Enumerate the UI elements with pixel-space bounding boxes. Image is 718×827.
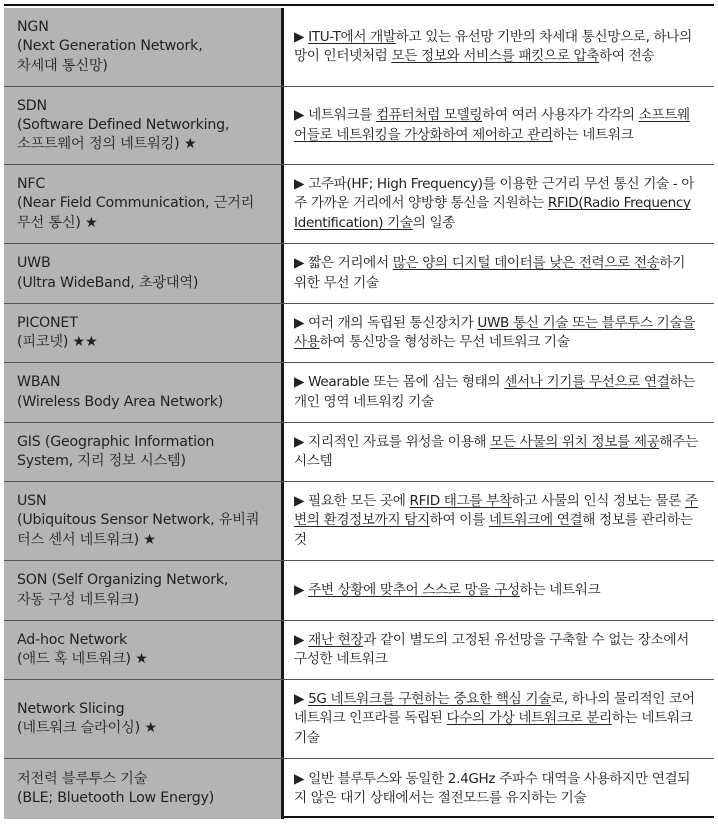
term-line: 자동 구성 네트워크)	[17, 591, 139, 608]
term-line: Network Slicing	[17, 700, 125, 717]
description-segment: ▶ 짧은 거리에서	[294, 255, 393, 272]
description-segment: 의 일종	[412, 214, 456, 231]
description-segment: ▶ 필요한 모든 곳에	[294, 493, 410, 510]
description-text	[294, 492, 698, 550]
table-row	[4, 621, 714, 680]
description-text	[294, 433, 698, 471]
description-text	[294, 690, 698, 748]
description-segment: ▶ 고주파(HF; High Frequency)를 이용한 근거리 무선 통신 기술 - 아주 가까운 거리에서 양방향 통신을 지원하는	[294, 176, 695, 212]
description-text	[294, 28, 698, 66]
description-segment: ▶	[294, 631, 309, 648]
underlined-keyword: 센서나 기기를 무선으로 연결	[504, 374, 670, 391]
underlined-keyword: ITU-T에서 개발	[308, 28, 396, 45]
term-line: (BLE; Bluetooth Low Energy)	[17, 790, 215, 806]
underlined-keyword: 주변의 환경정보까지 탐지	[294, 493, 698, 529]
description-cell	[284, 244, 714, 303]
underlined-keyword: 5G 네트워크를 구현하는 중요한 핵심 기술	[308, 691, 551, 708]
table-body	[4, 8, 714, 819]
description-cell	[284, 165, 714, 243]
underlined-keyword: 네트워크에 연결	[488, 512, 583, 529]
description-cell	[284, 561, 714, 620]
description-cell	[284, 621, 714, 679]
description-segment: 하여 통신망을 형성하는 무선 네트워크 기술	[319, 334, 570, 350]
term-cell	[4, 759, 284, 819]
description-segment: 하고 있는 유선망 기반의 차세대 통신망으로, 하나의 망이 인터넷처럼	[294, 28, 692, 64]
underlined-keyword: 컴퓨터처럼 모델링	[375, 107, 483, 124]
term-cell	[4, 482, 284, 560]
term-line: (Wireless Body Area Network)	[17, 393, 224, 410]
term-line: NFC	[17, 176, 46, 193]
description-text	[294, 175, 698, 233]
term-cell	[4, 244, 284, 303]
underlined-keyword: 소프트웨어들로 네트워킹을 가상화하여 제어하고 관리	[294, 107, 690, 143]
term-line: SDN	[17, 97, 47, 114]
table-row	[4, 87, 714, 165]
description-segment: 해 정보를 관리하는 것	[294, 512, 693, 548]
description-segment: 해주는 시스템	[294, 433, 698, 469]
term-line: System, 지리 정보 시스템)	[17, 453, 186, 469]
description-text	[294, 314, 698, 352]
underlined-keyword: RFID(Radio Frequency Identification) 기술	[294, 195, 691, 231]
description-cell	[284, 759, 714, 819]
term-line: (네트워크 슬라이싱) ★	[17, 720, 157, 736]
description-segment: 하는 네트워크	[552, 126, 634, 143]
underlined-keyword: 많은 양의 디지털 데이터를 낮은 전력으로 전송	[392, 255, 660, 272]
description-text	[294, 106, 698, 144]
description-cell	[284, 304, 714, 362]
term-line: (Near Field Communication, 근거리 무선 통신) ★	[17, 195, 255, 231]
term-line: GIS (Geographic Information	[17, 433, 215, 450]
description-segment: 하기 위한 무선 기술	[294, 255, 685, 291]
term-line: (Next Generation Network,	[17, 38, 203, 55]
description-segment: 하여 여러 사용자가 각각의	[482, 107, 639, 124]
description-text	[294, 581, 600, 600]
description-segment: ▶ 일반 블루투스와 동일한 2.4GHz 주파수 대역을 사용하지만 연결되지 않은 대기 상태에서는 절전모드를 유지하는 기술	[294, 770, 691, 806]
description-segment: ▶	[294, 691, 309, 708]
term-cell	[4, 363, 284, 422]
description-segment: 하여 이를	[429, 512, 489, 529]
description-cell	[284, 8, 714, 86]
term-line: WBAN	[17, 374, 61, 391]
description-segment: ▶ 지리적인 자료를 위성을 이용해	[294, 433, 491, 450]
table-row	[4, 759, 714, 819]
underlined-keyword: UWB 통신 기술 또는 블루투스 기술을 사용	[294, 314, 696, 350]
underlined-keyword: 모든 사물의 위치 정보를 제공	[490, 433, 660, 450]
table-row	[4, 8, 714, 87]
term-line: Ad-hoc Network	[17, 631, 128, 648]
description-segment: 하는 네트워크	[519, 581, 601, 598]
description-segment: 하는 개인 영역 네트워킹 기술	[294, 374, 696, 410]
description-segment: 로, 하나의 물리적인 코어 네트워크 인프라를 독립된	[294, 691, 695, 727]
description-text	[294, 373, 698, 411]
term-cell	[4, 680, 284, 758]
description-segment: 하는 네트워크 기술	[294, 710, 693, 746]
table-row	[4, 680, 714, 759]
table-row	[4, 423, 714, 482]
description-text	[294, 631, 698, 669]
description-segment: 하고 사물의 인식 정보는 물론	[511, 493, 685, 510]
term-cell	[4, 165, 284, 243]
term-line: (애드 혹 네트워크) ★	[17, 651, 148, 667]
term-cell	[4, 304, 284, 362]
table-row	[4, 561, 714, 621]
term-line: (피코넷) ★★	[17, 334, 98, 350]
term-cell	[4, 621, 284, 679]
term-line: NGN	[17, 19, 49, 36]
term-line: 저전력 블루투스 기술	[17, 770, 148, 787]
underlined-keyword: 다수의 가상 네트워크로 분리	[446, 710, 612, 727]
description-segment: ▶	[294, 28, 309, 45]
term-line: (Software Defined Networking,	[17, 116, 230, 133]
description-segment: 과 같이 별도의 고정된 유선망을 구축할 수 없는 장소에서 구성한 네트워크	[294, 631, 689, 667]
table-row	[4, 165, 714, 244]
description-segment: ▶	[294, 581, 309, 598]
term-line: SON (Self Organizing Network,	[17, 572, 229, 589]
term-cell	[4, 561, 284, 620]
term-cell	[4, 87, 284, 164]
term-line: (Ubiquitous Sensor Network, 유비쿼터스 센서 네트워크) ★	[17, 512, 260, 548]
term-line: PICONET	[17, 314, 78, 331]
table-row	[4, 244, 714, 304]
description-cell	[284, 87, 714, 164]
description-segment: 하여 전송	[599, 48, 655, 64]
description-segment: ▶ Wearable 또는 몸에 심는 형태의	[294, 374, 505, 391]
description-segment: ▶ 여러 개의 독립된 통신장치가	[294, 314, 478, 331]
underlined-keyword: 주변 상황에 맞추어 스스로 망을 구성	[308, 581, 520, 598]
glossary-table	[4, 4, 714, 818]
underlined-keyword: 재난 현장	[308, 631, 364, 648]
description-cell	[284, 363, 714, 422]
term-line: UWB	[17, 255, 51, 272]
description-segment: ▶ 네트워크를	[294, 107, 376, 124]
term-line: USN	[17, 493, 47, 510]
description-text	[294, 254, 698, 292]
description-cell	[284, 423, 714, 481]
term-line: (Ultra WideBand, 초광대역)	[17, 274, 199, 291]
description-cell	[284, 482, 714, 560]
table-row	[4, 363, 714, 423]
description-text	[294, 770, 698, 808]
term-line: 차세대 통신망)	[17, 57, 108, 74]
underlined-keyword: 모든 정보와 서비스를 패킷으로 압축	[391, 48, 600, 64]
term-cell	[4, 8, 284, 86]
table-row	[4, 304, 714, 363]
description-cell	[284, 680, 714, 758]
term-line: 소프트웨어 정의 네트워킹) ★	[17, 136, 197, 153]
underlined-keyword: RFID 태그를 부착	[409, 493, 512, 510]
table-row	[4, 482, 714, 561]
term-cell	[4, 423, 284, 481]
